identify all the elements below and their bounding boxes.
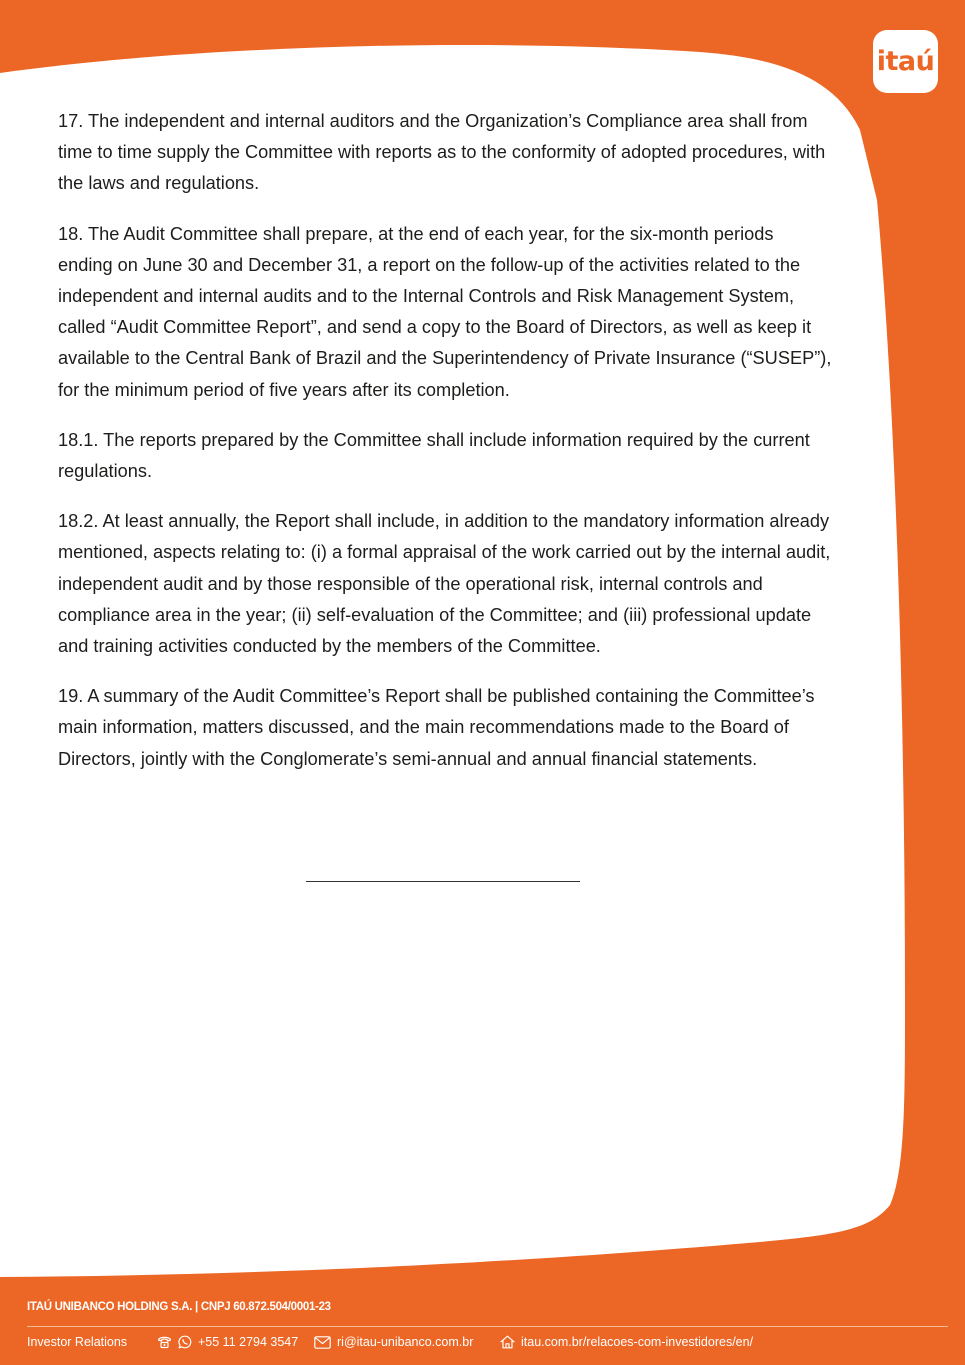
department-label: Investor Relations xyxy=(27,1335,128,1349)
whatsapp-icon xyxy=(178,1335,192,1349)
footer-phone[interactable] xyxy=(157,1335,298,1349)
itau-logo xyxy=(873,30,938,93)
home-icon xyxy=(500,1335,515,1349)
telephone-icon xyxy=(157,1335,172,1349)
end-rule-divider xyxy=(306,881,580,882)
footer-divider xyxy=(27,1326,948,1327)
footer-email[interactable] xyxy=(314,1335,473,1349)
footer-website[interactable] xyxy=(500,1335,753,1349)
footer-contacts xyxy=(27,1335,947,1353)
phone-number: +55 11 2794 3547 xyxy=(198,1335,299,1349)
paragraph-17: 17. The independent and internal auditors and the Organization’s Compliance area shall from time to time supply the Committee with reports as to the conformity of adopted procedures, with the laws and regulations. xyxy=(58,111,826,194)
footer-company: ITAÚ UNIBANCO HOLDING S.A. | CNPJ 60.872.504/0001-23 xyxy=(27,1301,331,1313)
website-url: itau.com.br/relacoes-com-investidores/en/ xyxy=(521,1335,754,1349)
paragraph-19: 19. A summary of the Audit Committee’s Report shall be published containing the Committee’s main information, matters discussed, and the main recommendations made to the Board of Directors, jointly with the Conglomerate’s semi-annual and annual financial statements. xyxy=(58,686,815,769)
logo-text: itaú xyxy=(876,46,935,77)
footer-department xyxy=(27,1335,127,1349)
paragraph-18-1: 18.1. The reports prepared by the Committee shall include information required by the current regulations. xyxy=(58,429,810,482)
paragraph-18: 18. The Audit Committee shall prepare, at the end of each year, for the six-month periods ending on June 30 and December 31, a report on the follow-up of the activities related to the independent and internal audits and to the Internal Controls and Risk Management System, called “Audit Committee Report”, and send a copy to the Board of Directors, as well as keep it available to the Central Bank of Brazil and the Superintendency of Private Insurance (“SUSEP”), for the minimum period of five years after its completion. xyxy=(58,223,832,400)
mail-icon xyxy=(314,1336,331,1349)
document-body xyxy=(58,106,833,794)
paragraph-18-2: 18.2. At least annually, the Report shall include, in addition to the mandatory information already mentioned, aspects relating to: (i) a formal appraisal of the work carried out by the internal audit, independent audit and by those responsible of the operational risk, internal controls and compliance area in the year; (ii) self-evaluation of the Committee; and (iii) professional update and training activities conducted by the members of the Committee. xyxy=(58,511,831,657)
email-address: ri@itau-unibanco.com.br xyxy=(337,1335,474,1349)
